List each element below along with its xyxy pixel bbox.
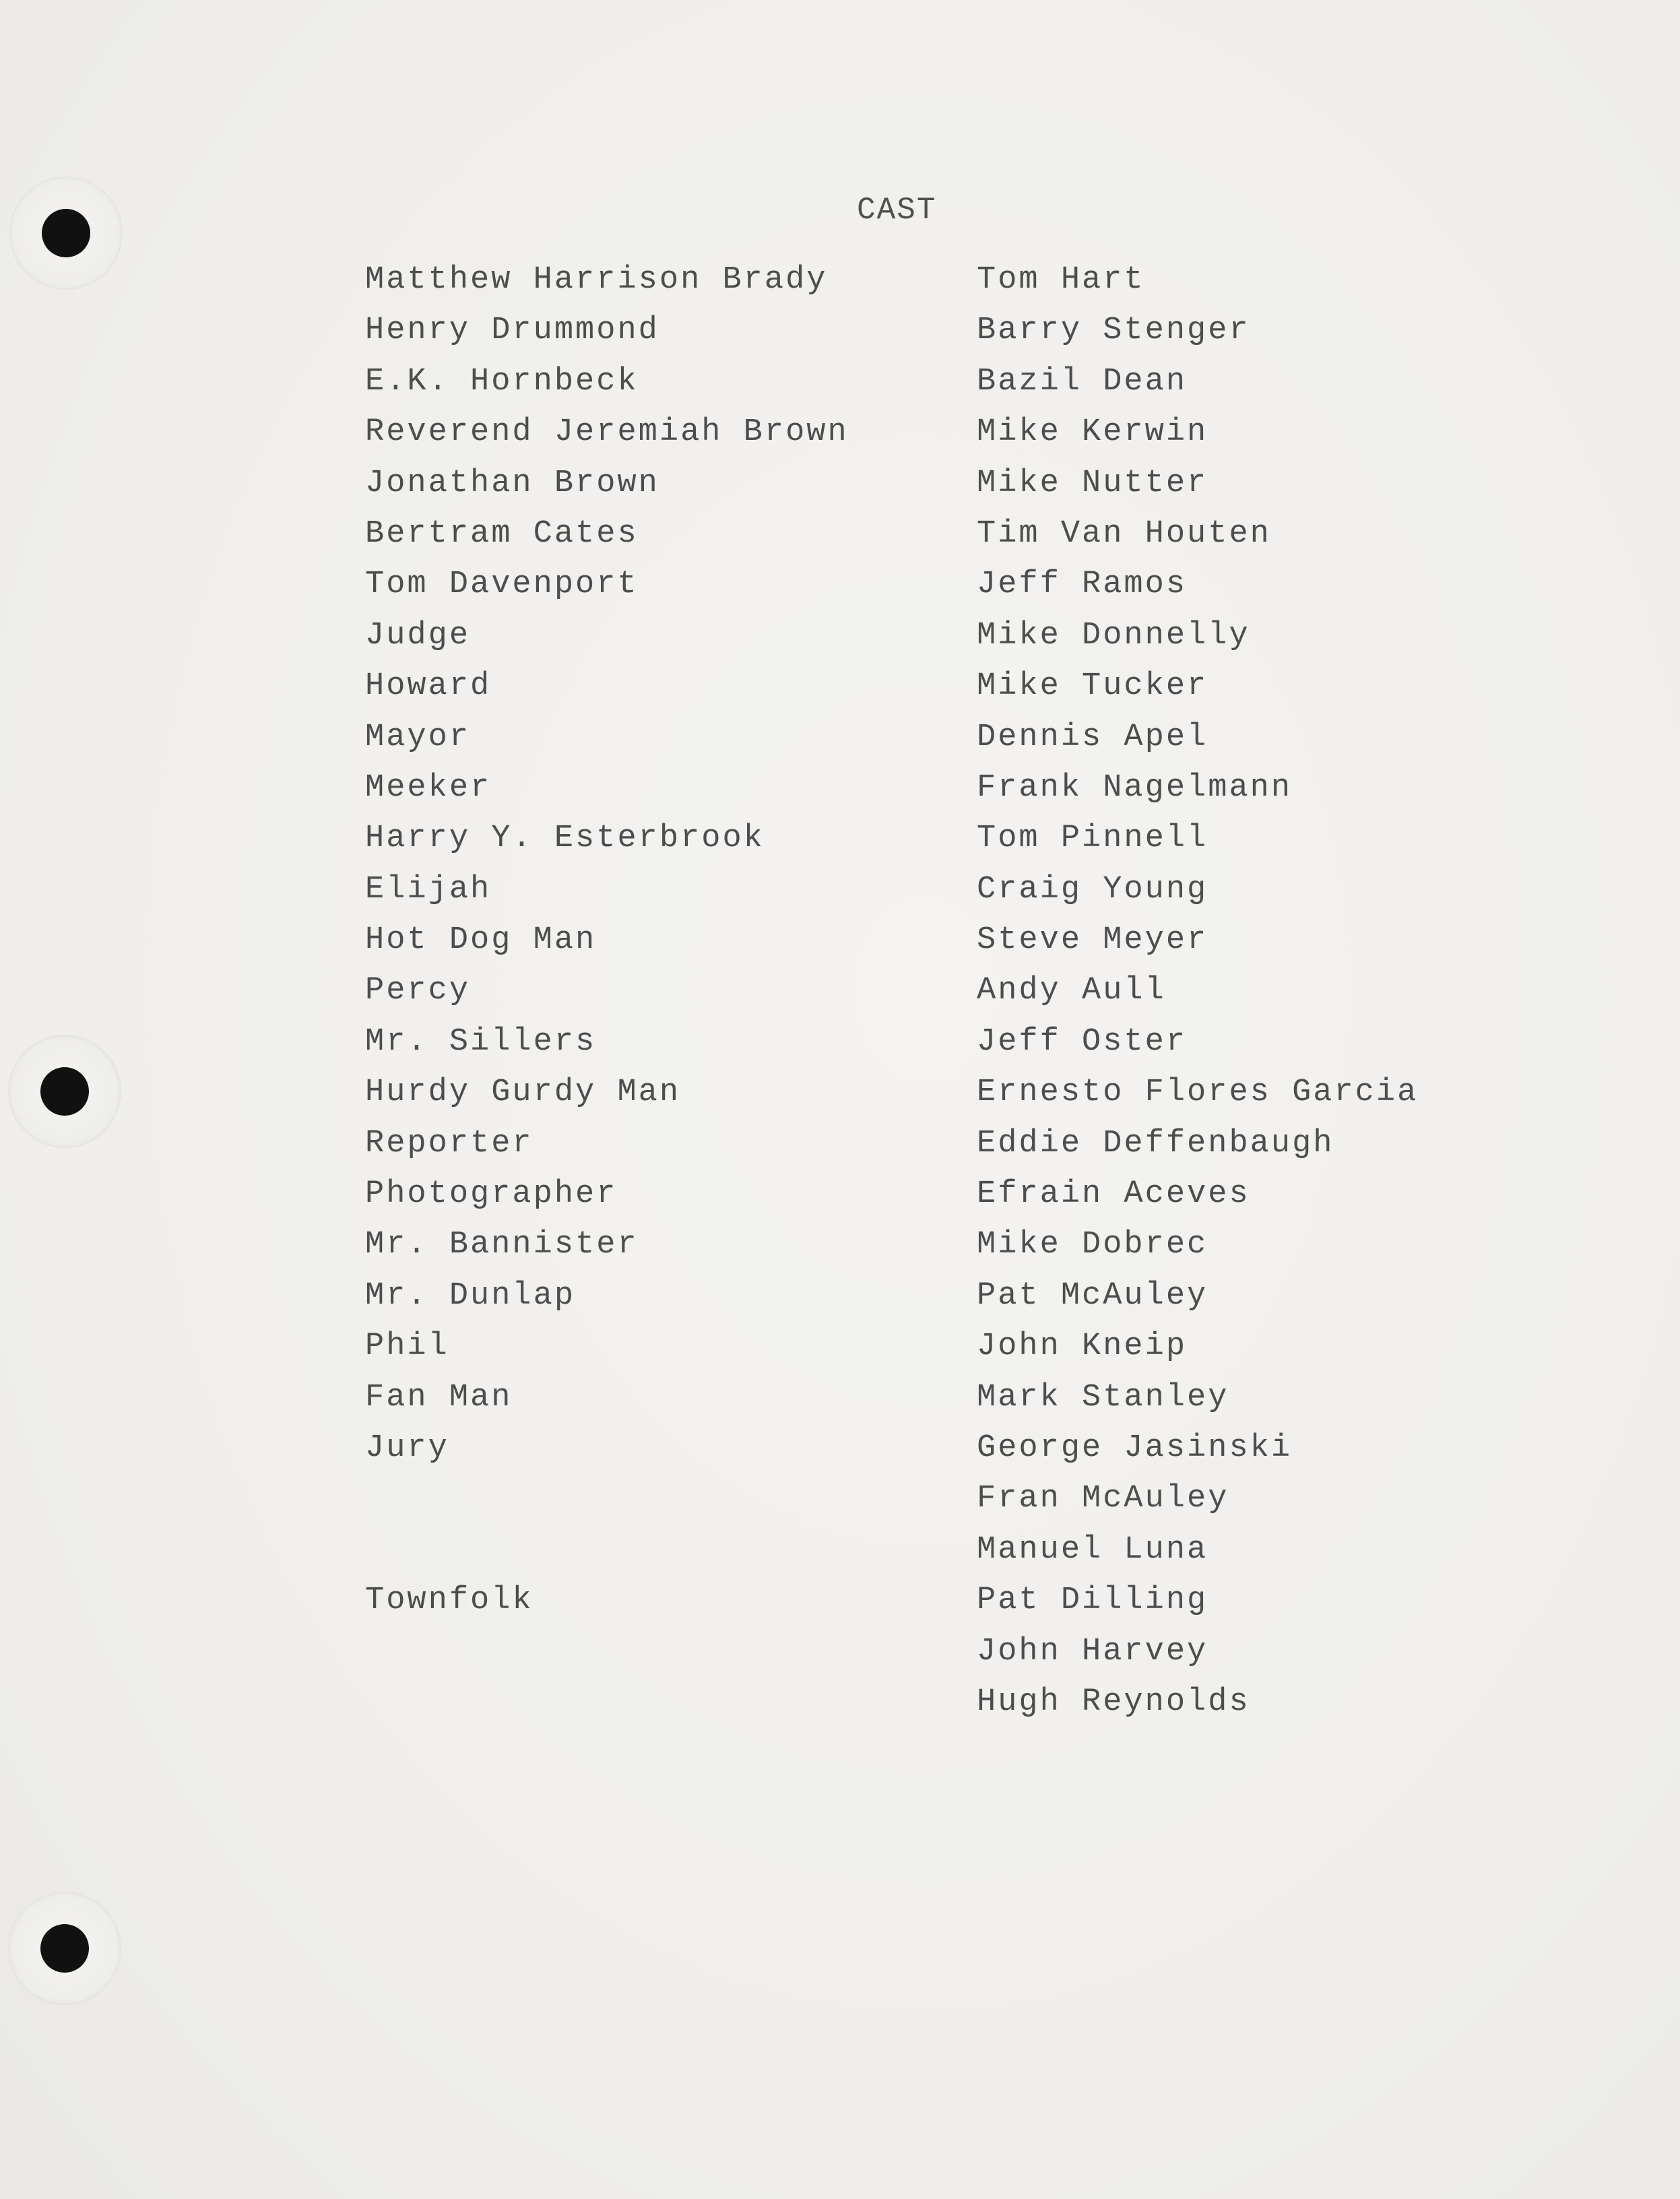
actor-name: Mike Kerwin <box>977 414 1208 451</box>
role-name: Tom Davenport <box>365 567 639 603</box>
actor-name: Fran McAuley <box>977 1481 1229 1517</box>
role-name: Elijah <box>365 871 492 907</box>
actor-name: Steve Meyer <box>977 922 1208 959</box>
role-name: Howard <box>365 668 492 705</box>
actor-name: Barry Stenger <box>977 313 1250 349</box>
actor-name: John Kneip <box>977 1329 1188 1365</box>
role-name: Bertram Cates <box>365 515 639 552</box>
role-name: Harry Y. Esterbrook <box>365 821 765 857</box>
role-name: Townfolk <box>365 1583 534 1619</box>
role-name: Mr. Bannister <box>365 1227 639 1263</box>
actor-name: George Jasinski <box>977 1430 1293 1466</box>
role-name: Mayor <box>365 719 471 755</box>
role-name: Judge <box>365 617 471 654</box>
actor-name: Bazil Dean <box>977 363 1188 400</box>
role-name-spacer <box>365 1479 849 1529</box>
role-name: E.K. Hornbeck <box>365 363 639 400</box>
page-title: CAST <box>857 193 937 228</box>
actor-name: Mike Nutter <box>977 465 1208 501</box>
actor-name: Dennis Apel <box>977 719 1208 755</box>
punch-hole-bottom <box>8 1892 121 2005</box>
punch-hole-top-dot <box>42 209 90 257</box>
role-name: Percy <box>365 973 471 1009</box>
actor-name: Mike Tucker <box>977 668 1208 705</box>
actor-name: Ernesto Flores Garcia <box>977 1075 1419 1111</box>
actor-name: Hugh Reynolds <box>977 1684 1250 1720</box>
role-name: Mr. Sillers <box>365 1023 597 1060</box>
role-name: Phil <box>365 1329 449 1365</box>
actor-name: Tom Pinnell <box>977 821 1208 857</box>
actor-name: Mike Donnelly <box>977 617 1250 654</box>
actor-name: Tim Van Houten <box>977 515 1271 552</box>
actors-column <box>977 260 1418 1733</box>
actor-name: Jeff Oster <box>977 1023 1188 1060</box>
actor-name: Eddie Deffenbaugh <box>977 1125 1334 1161</box>
actor-name: Mark Stanley <box>977 1379 1229 1415</box>
punch-hole-bottom-dot <box>40 1924 89 1973</box>
actor-name: Pat McAuley <box>977 1277 1208 1314</box>
role-name: Hot Dog Man <box>365 922 597 959</box>
role-name: Reporter <box>365 1125 534 1161</box>
actor-name: Andy Aull <box>977 973 1166 1009</box>
actor-name: Efrain Aceves <box>977 1176 1250 1213</box>
actor-name: Tom Hart <box>977 262 1145 298</box>
roles-column <box>365 260 849 1632</box>
role-name: Jonathan Brown <box>365 465 659 501</box>
actor-name: Craig Young <box>977 871 1208 907</box>
role-name: Henry Drummond <box>365 313 659 349</box>
actor-name: Pat Dilling <box>977 1583 1208 1619</box>
role-name: Photographer <box>365 1176 618 1213</box>
role-name: Fan Man <box>365 1379 513 1415</box>
role-name: Meeker <box>365 769 492 806</box>
actor-name: Manuel Luna <box>977 1531 1208 1568</box>
punch-hole-middle <box>8 1035 121 1148</box>
actor-name: Frank Nagelmann <box>977 769 1293 806</box>
role-name: Reverend Jeremiah Brown <box>365 414 849 451</box>
role-name: Jury <box>365 1430 449 1466</box>
actor-name: Jeff Ramos <box>977 567 1188 603</box>
role-name-spacer <box>365 1530 849 1581</box>
actor-name: Mike Dobrec <box>977 1227 1208 1263</box>
punch-hole-middle-dot <box>40 1067 89 1116</box>
role-name: Hurdy Gurdy Man <box>365 1075 681 1111</box>
role-name: Mr. Dunlap <box>365 1277 576 1314</box>
punch-hole-top <box>9 177 123 290</box>
actor-name: John Harvey <box>977 1633 1208 1669</box>
role-name: Matthew Harrison Brady <box>365 262 828 298</box>
